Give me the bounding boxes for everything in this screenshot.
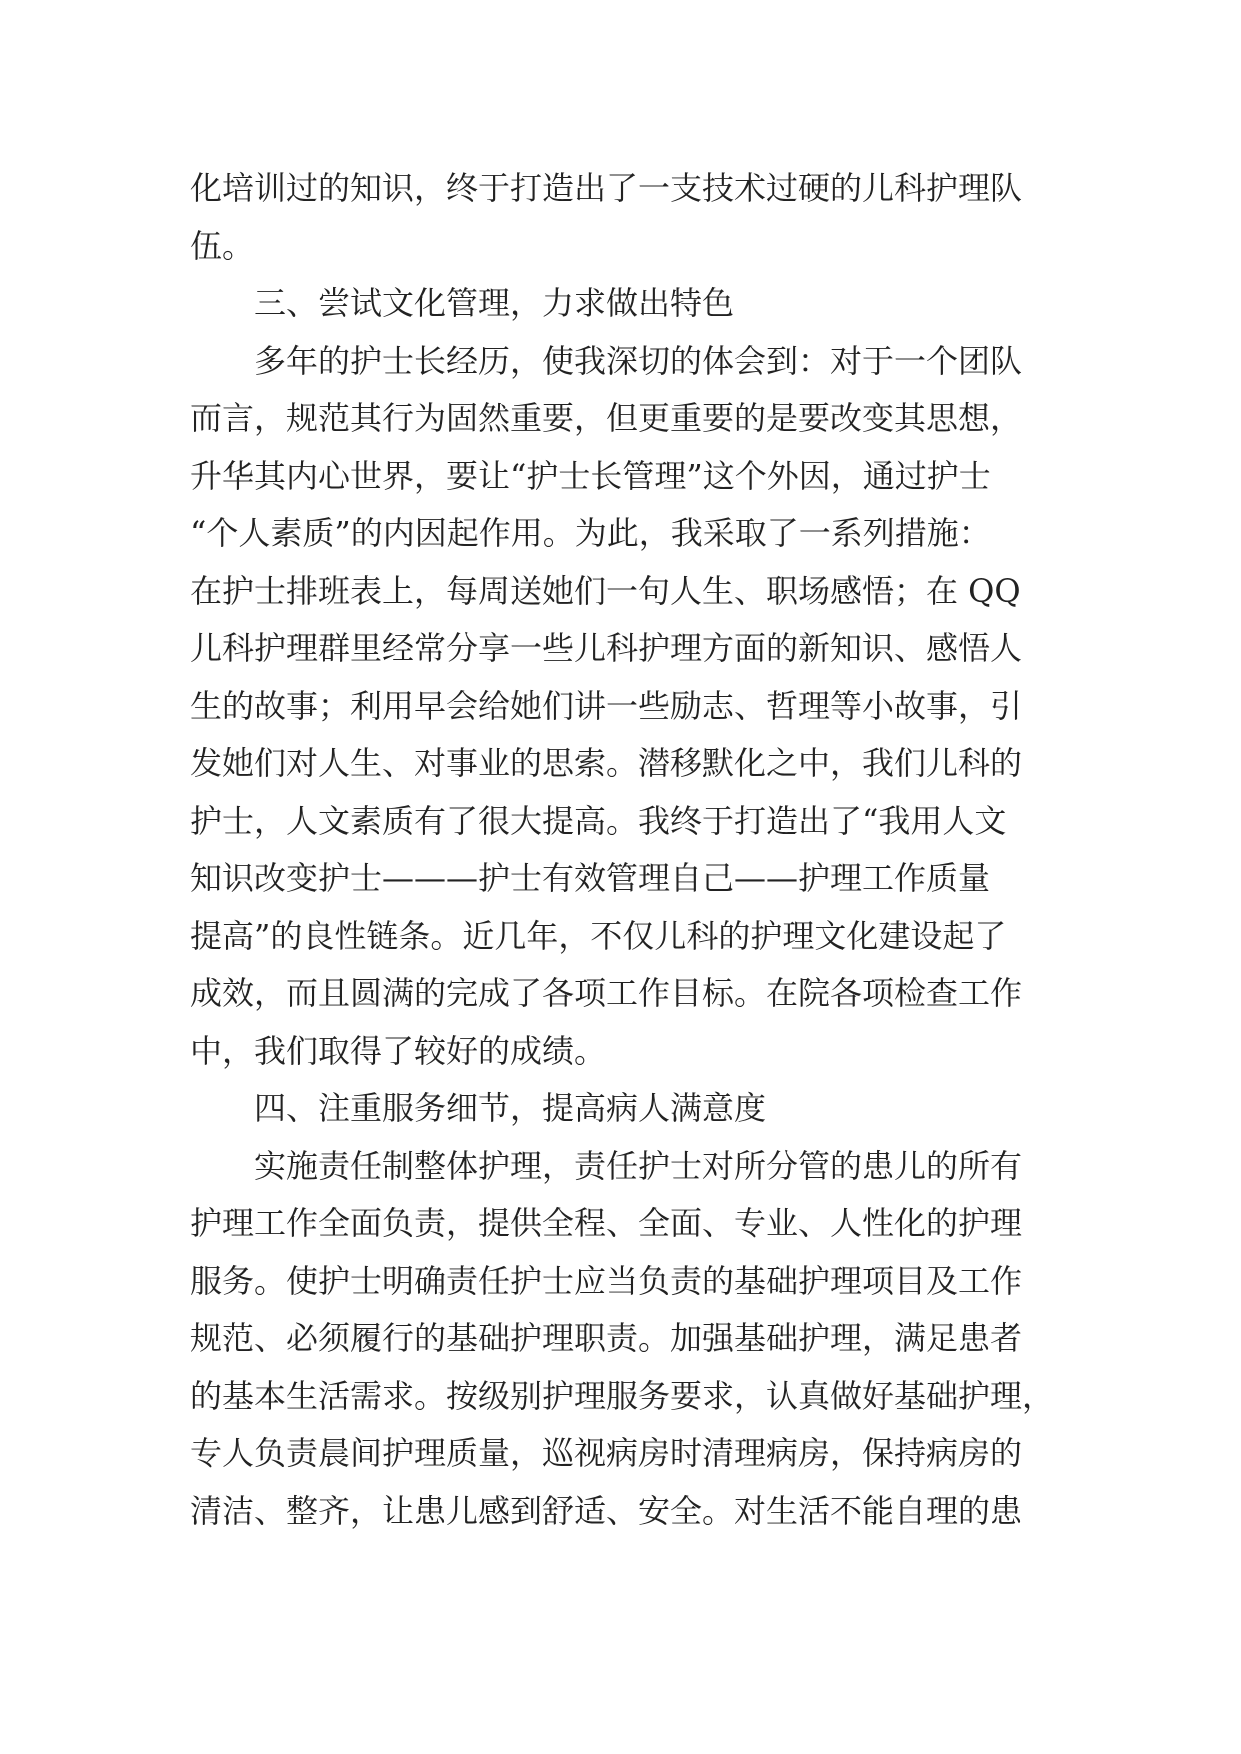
text-line: 护理工作全面负责，提供全程、全面、专业、人性化的护理 <box>190 1204 1023 1242</box>
text-line: 清洁、整齐，让患儿感到舒适、安全。对生活不能自理的患 <box>190 1491 1023 1530</box>
text-line: 专人负责晨间护理质量，巡视病房时清理病房，保持病房的 <box>190 1434 1023 1472</box>
text-line: “个人素质”的内因起作用。为此，我采取了一系列措施： <box>190 514 991 552</box>
text-line: 成效，而且圆满的完成了各项工作目标。在院各项检查工作 <box>190 974 1023 1012</box>
text-line: 提高”的良性链条。近几年，不仅儿科的护理文化建设起了 <box>190 916 1007 955</box>
text-line: 中，我们取得了较好的成绩。 <box>190 1031 607 1070</box>
text-line: 伍。 <box>190 226 255 265</box>
text-line: 而言，规范其行为固然重要，但更重要的是要改变其思想， <box>190 399 1023 437</box>
text-line: 规范、必须履行的基础护理职责。加强基础护理，满足患者 <box>190 1319 1023 1357</box>
text-line: 护士，人文素质有了很大提高。我终于打造出了“我用人文 <box>190 801 1007 840</box>
text-line: 在护士排班表上，每周送她们一句人生、职场感悟；在 QQ <box>190 571 1021 610</box>
text-line: 生的故事；利用早会给她们讲一些励志、哲理等小故事，引 <box>190 686 1023 725</box>
section-heading: 三、尝试文化管理，力求做出特色 <box>254 284 735 322</box>
text-line: 升华其内心世界，要让“护士长管理”这个外因，通过护士 <box>190 456 991 495</box>
text-line: 实施责任制整体护理，责任护士对所分管的患儿的所有 <box>254 1146 1023 1185</box>
text-line: 化培训过的知识，终于打造出了一支技术过硬的儿科护理队 <box>190 169 1023 207</box>
text-line: 儿科护理群里经常分享一些儿科护理方面的新知识、感悟人 <box>190 629 1023 667</box>
text-line: 的基本生活需求。按级别护理服务要求，认真做好基础护理， <box>190 1376 1055 1415</box>
section-heading: 四、注重服务细节，提高病人满意度 <box>254 1089 767 1127</box>
text-line: 发她们对人生、对事业的思索。潜移默化之中，我们儿科的 <box>190 744 1023 782</box>
text-line: 多年的护士长经历，使我深切的体会到：对于一个团队 <box>254 341 1023 380</box>
text-line: 服务。使护士明确责任护士应当负责的基础护理项目及工作 <box>190 1261 1023 1300</box>
body-text <box>190 160 1055 1540</box>
text-line: 知识改变护士———护士有效管理自己——护理工作质量 <box>190 859 991 897</box>
